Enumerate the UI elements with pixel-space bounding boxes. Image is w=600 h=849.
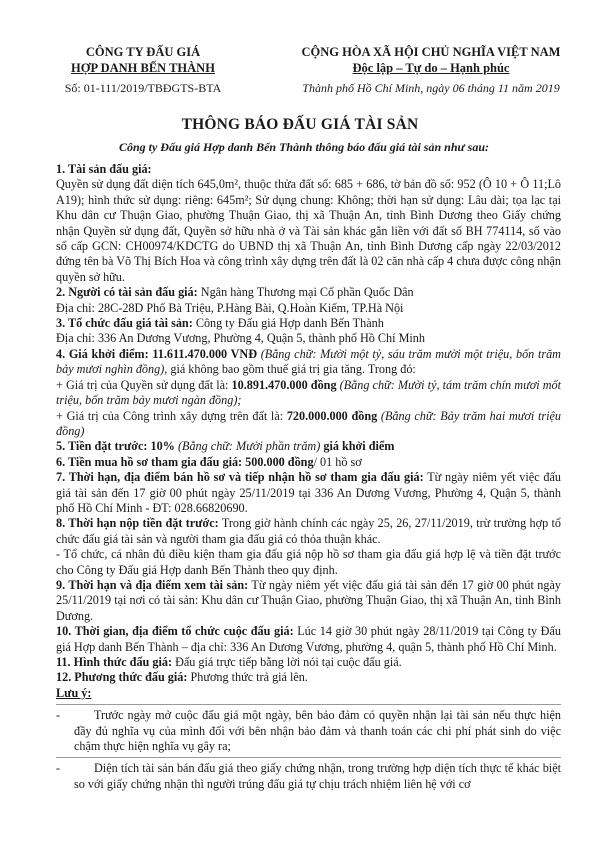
section-6-tail: / 01 hồ sơ: [313, 454, 362, 469]
section-6-heading: 6. Tiền mua hồ sơ tham gia đấu giá: 500.000 đồng: [56, 454, 314, 469]
section-1-heading: 1. Tài sản đấu giá:: [56, 162, 152, 176]
section-2-text: Ngân hàng Thương mại Cổ phần Quốc Dân: [197, 285, 414, 300]
intro-line: Công ty Đấu giá Hợp danh Bến Thành thông báo đấu giá tài sản như sau:: [118, 140, 490, 154]
note-item-1: [56, 708, 561, 754]
section-12-heading: 12. Phương thức đấu giá:: [56, 670, 188, 685]
notes-divider: [56, 757, 561, 758]
note-item-2-text: Diện tích tài sản bán đấu giá theo giấy chứng nhận, trong trường hợp diện tích thực tế khác biệt so với giấy chứng nhận thì người trúng đấu giá tự chịu trách nhiệm liên hệ với cơ: [74, 761, 561, 791]
section-9-heading: 9. Thời hạn và địa điểm xem tài sản:: [56, 577, 249, 592]
place-date: Thành phố Hồ Chí Minh, ngày 06 tháng 11 năm 2019: [302, 81, 560, 95]
section-3-heading: 3. Tổ chức đấu giá tài sản:: [56, 316, 193, 331]
national-header: [276, 44, 586, 96]
section-8-heading: 8. Thời hạn nộp tiền đặt trước:: [56, 516, 219, 531]
section-2: [56, 285, 561, 316]
section-1-text: Quyền sử dụng đất diện tích 645,0m², thuộc thửa đất số: 685 + 686, tờ bản đồ số: 952 (Ô 10 + Ô 11;Lô A19); hình thức sử dụng: riêng: 645m²; Sử dụng chung: Không; thời hạn sử dụng: Lâu dài; tọa lạc tại Khu dân cư Thuận Giao, phường Thuận Giao, thị xã Thuận An, tỉnh Bình Dương theo Giấy chứng nhận Quyền sử dụng đất, Quyền sở hữu nhà ở và Tài sản khác gắn liền với đất số BH 774114, số vào sổ cấp GCN: CH00974/KDCTG do UBND thị xã Thuận An, tỉnh Bình Dương cấp ngày 22/03/2012 đứng tên bà Võ Thị Bích Hoa và công trình xây dựng trên đất là 02 căn nhà cấp 4 chưa được công nhận quyền sở hữu.: [56, 177, 561, 284]
section-5-tail: giá khởi điểm: [320, 439, 395, 454]
land-value-prefix: + Giá trị của Quyền sử dụng đất là:: [56, 377, 232, 392]
section-7: [56, 470, 561, 516]
section-10: [56, 624, 561, 655]
note-item-1-text: Trước ngày mở cuộc đấu giá một ngày, bên bảo đảm có quyền nhận lại tài sản nếu thực hiện đầy đủ nghĩa vụ của mình đối với bên nhận bảo đảm và thanh toán các chi phí phát sinh do việc chậm thực hiện nghĩa vụ gây ra;: [74, 708, 561, 754]
company-header: [48, 44, 238, 96]
section-3: [56, 316, 561, 347]
section-11-text: Đấu giá trực tiếp bằng lời nói tại cuộc đấu giá.: [172, 655, 402, 669]
land-value: 10.891.470.000 đồng: [231, 377, 337, 392]
section-3-address: Địa chỉ: 336 An Dương Vương, Phường 4, Quận 5, thành phố Hồ Chí Minh: [56, 331, 425, 346]
section-2-address: Địa chỉ: 28C-28D Phố Bà Triệu, P.Hàng Bài, Q.Hoàn Kiếm, TP.Hà Nội: [56, 300, 404, 315]
section-7-text: Từ ngày niêm yết việc đấu giá tài sản đến 17 giờ 00 phút ngày 25/11/2019 tại 336 An Dương Vương, Phường 4, Quận 5, thành phố Hồ Chí Minh - ĐT: 028.66820690.: [56, 470, 561, 515]
notes-divider: [56, 704, 561, 705]
section-10-text: Lúc 14 giờ 30 phút ngày 28/11/2019 tại Công ty Đấu giá Hợp danh Bến Thành – địa chỉ: 336 An Dương Vương, phường 4, quận 5, thành phố Hồ Chí Minh.: [56, 624, 561, 654]
building-value-prefix: + Giá trị của Công trình xây dựng trên đất là:: [56, 408, 287, 423]
section-6: [56, 455, 561, 470]
section-8: [56, 516, 561, 578]
land-value-words: (Bằng chữ: Mười tỷ, tám trăm chín mươi mốt triệu, bốn trăm bảy mươi ngàn đồng);: [56, 377, 561, 408]
section-11: [56, 655, 561, 670]
section-4-heading: 4. Giá khởi điểm: 11.611.470.000 VNĐ: [56, 346, 258, 361]
section-4: [56, 347, 561, 439]
company-name-line2: HỢP DANH BẾN THÀNH: [71, 61, 215, 75]
section-9-text: Từ ngày niêm yết việc đấu giá tài sản đến 17 giờ 00 phút ngày 25/11/2019 tại nơi có tài sản: Khu dân cư Thuận Giao, phường Thuận Giao, thị xã Thuận An, tỉnh Bình Dương.: [56, 577, 562, 623]
section-8-text2: - Tổ chức, cá nhân đủ điều kiện tham gia đấu giá nộp hồ sơ tham gia đấu giá hợp lệ và tiền đặt trước cho Công ty Đấu giá Hợp danh Bến Thành theo quy định.: [56, 547, 561, 577]
note-dash: -: [56, 761, 61, 776]
section-8-text: Trong giờ hành chính các ngày 25, 26, 27/11/2019, trừ trường hợp tổ chức đấu giá tài sản và người tham gia đấu giá có thỏa thuận khác.: [56, 516, 561, 546]
building-value-words: (Bằng chữ: Bảy trăm hai mươi triệu đồng): [56, 408, 561, 438]
notice-body: [56, 162, 561, 792]
section-10-heading: 10. Thời gian, địa điểm tổ chức cuộc đấu giá:: [56, 624, 294, 639]
national-motto: Độc lập – Tự do – Hạnh phúc: [352, 61, 510, 75]
section-4-note: , giá không bao gồm thuế giá trị gia tăng. Trong đó:: [164, 362, 416, 377]
notes-title: Lưu ý:: [56, 685, 92, 700]
section-9: [56, 578, 561, 624]
company-name-line1: CÔNG TY ĐẤU GIÁ: [85, 45, 201, 59]
section-2-heading: 2. Người có tài sản đấu giá:: [56, 285, 198, 300]
building-value: 720.000.000 đồng: [286, 408, 378, 423]
document-title: THÔNG BÁO ĐẤU GIÁ TÀI SẢN: [181, 116, 419, 133]
section-11-heading: 11. Hình thức đấu giá:: [56, 655, 173, 669]
section-1: [56, 162, 561, 285]
section-12: [56, 670, 561, 685]
note-item-2: [56, 761, 561, 792]
section-5-heading: 5. Tiền đặt trước: 10%: [56, 439, 175, 454]
note-dash: -: [56, 708, 61, 723]
section-12-text: Phương thức trả giá lên.: [187, 670, 308, 685]
section-4-words: (Bằng chữ: Mười một tỷ, sáu trăm mười một triệu, bốn trăm bảy mươi nghìn đồng): [56, 346, 561, 377]
section-3-text: Công ty Đấu giá Hợp danh Bến Thành: [192, 316, 384, 331]
national-title: CỘNG HÒA XÃ HỘI CHỦ NGHĨA VIỆT NAM: [301, 45, 561, 59]
section-5: [56, 439, 561, 454]
document-number: Số: 01-111/2019/TBĐGTS-BTA: [64, 81, 222, 95]
section-5-words: (Bằng chữ: Mười phần trăm): [174, 439, 321, 454]
section-7-heading: 7. Thời hạn, địa điểm bán hồ sơ và tiếp nhận hồ sơ tham gia đấu giá:: [56, 470, 424, 485]
